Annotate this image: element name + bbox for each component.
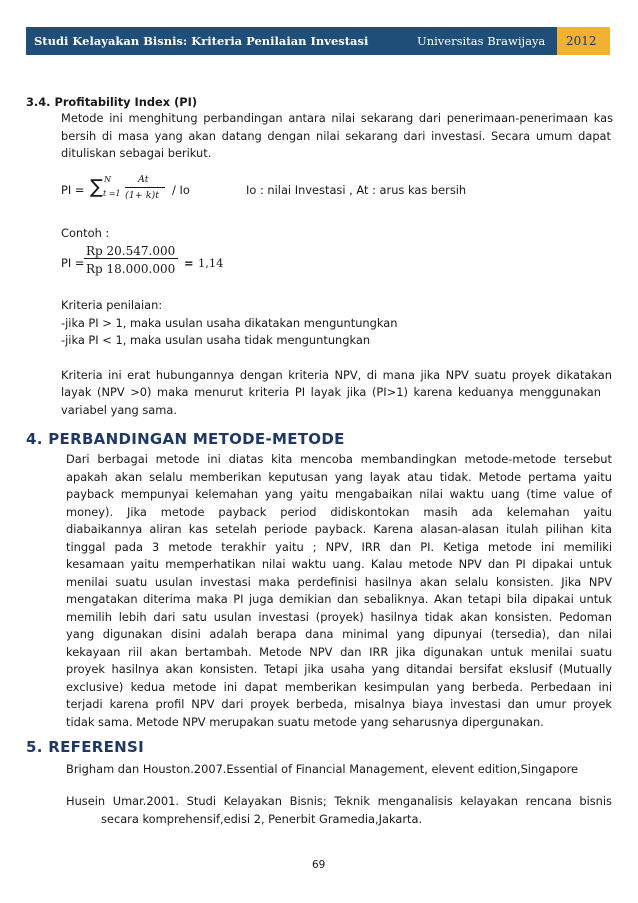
s4-line-9: mengatakan diterima maka PI juga demikian dan sebaliknya. Akan tetapi bila dipakai untuk xyxy=(66,592,612,606)
example-result: 1,14 xyxy=(198,256,224,270)
pi-closing-line-2: layak (NPV >0) maka menurut kriteria PI layak jika (PI>1) karena keduanya menggunakan xyxy=(61,385,601,399)
reference-1: Brigham dan Houston.2007.Essential of Financial Management, elevent edition,Singapore xyxy=(66,762,579,776)
example-fraction-bar xyxy=(84,258,178,259)
formula-fraction-bar xyxy=(125,187,165,188)
s4-line-12: kekayaan riil akan bertambah. Metode NPV dan IRR jika digunakan untuk menilai suatu xyxy=(66,645,612,659)
s4-line-7: kesamaan yaitu memperhatikan nilai waktu uang. Kalau metode NPV dan PI dipakai untuk xyxy=(66,557,612,571)
example-equals: = xyxy=(184,256,194,270)
s4-line-6: tinggal pada 3 metode terakhir yaitu ; NPV, IRR dan PI. Ketiga metode ini memiliki xyxy=(66,540,612,554)
formula-sub: t =1 xyxy=(103,189,121,198)
s4-line-10: memilih lebih dari satu usulan investasi (proyek) hasilnya tidak akan konsisten. Pedoman xyxy=(66,610,612,624)
pi-closing-line-1: Kriteria ini erat hubungannya dengan kriteria NPV, di mana jika NPV suatu proyek dikatakan xyxy=(61,368,612,382)
s4-line-15: terjadi karena profil NPV dari proyek berbeda, misalnya biaya investasi dan umur proyek xyxy=(66,697,612,711)
reference-2-line-1: Husein Umar.2001. Studi Kelayakan Bisnis; Teknik menganalisis kelayakan rencana bisnis xyxy=(66,794,612,808)
pi-closing-line-3: variabel yang sama. xyxy=(61,403,177,417)
example-denominator: Rp 18.000.000 xyxy=(86,262,176,276)
criteria-item-2: -jika PI < 1, maka usulan usaha tidak menguntungkan xyxy=(61,333,371,347)
s4-line-1: Dari berbagai metode ini diatas kita mencoba membandingkan metode-metode tersebut xyxy=(66,452,612,466)
formula-denominator: (1+ k)t xyxy=(125,190,160,201)
s4-line-4: money). Jika metode payback period didiskontokan masih ada kelemahan yaitu xyxy=(66,505,612,519)
reference-2-line-2: secara komprehensif,edisi 2, Penerbit Gramedia,Jakarta. xyxy=(101,812,423,826)
s4-line-3: payback mempunyai kelemahan yang yaitu mengabaikan nilai waktu uang (time value of xyxy=(66,487,612,501)
header-year: 2012 xyxy=(566,34,597,48)
s4-line-5: diabaikannya aliran kas setelah periode payback. Karena alasan-alasan itulah pilihan kita xyxy=(66,522,612,536)
formula-tail: / Io xyxy=(172,183,190,197)
s4-line-11: yang digunakan disini adalah berapa dana minimal yang dipunyai (tersedia), dan nilai xyxy=(66,627,612,641)
criteria-title: Kriteria penilaian: xyxy=(61,298,163,312)
pi-intro-line-3: dituliskan sebagai berikut. xyxy=(61,146,212,160)
formula-legend: Io : nilai Investasi , At : arus kas bersih xyxy=(246,183,467,197)
s4-line-2: apakah akan selalu memberikan keputusan yang layak atau tidak. Metode pertama yaitu xyxy=(66,470,612,484)
example-lhs: PI = xyxy=(61,256,85,270)
s4-line-14: exclusive) kedua metode ini dapat memberikan kesimpulan yang berbeda. Perbedaan ini xyxy=(66,680,612,694)
criteria-item-1: -jika PI > 1, maka usulan usaha dikatakan menguntungkan xyxy=(61,316,398,330)
s4-line-8: menilai suatu usulan investasi maka perdefinisi hasilnya akan selalu konsisten. Jika NPV xyxy=(66,575,612,589)
formula-sigma: ∑ xyxy=(90,176,103,198)
pi-intro-line-2: bersih di masa yang akan datang dengan nilai sekarang dari investasi. Secara umum dapat xyxy=(61,129,611,143)
s4-line-13: proyek hasilnya akan konsisten. Tetapi jika usaha yang ditandai bersifat ekslusif (Mutually xyxy=(66,662,612,676)
page-header xyxy=(26,27,610,55)
pi-heading: 3.4. Profitability Index (PI) xyxy=(26,95,198,109)
header-university: Universitas Brawijaya xyxy=(417,34,546,48)
formula-sup: N xyxy=(104,175,111,184)
section-4-heading: 4. PERBANDINGAN METODE-METODE xyxy=(26,430,345,448)
s4-line-16: tidak sama. Metode NPV merupakan suatu metode yang seharusnya dipergunakan. xyxy=(66,715,544,729)
page-number: 69 xyxy=(312,859,326,871)
example-label: Contoh : xyxy=(61,226,110,240)
formula-numerator: At xyxy=(138,174,149,185)
section-5-heading: 5. REFERENSI xyxy=(26,738,144,756)
pi-intro-line-1: Metode ini menghitung perbandingan antara nilai sekarang dari penerimaan-penerimaan kas xyxy=(61,111,613,125)
header-title: Studi Kelayakan Bisnis: Kriteria Penilaian Investasi xyxy=(34,34,369,48)
formula-lhs: PI = xyxy=(61,183,85,197)
example-numerator: Rp 20.547.000 xyxy=(86,244,176,258)
